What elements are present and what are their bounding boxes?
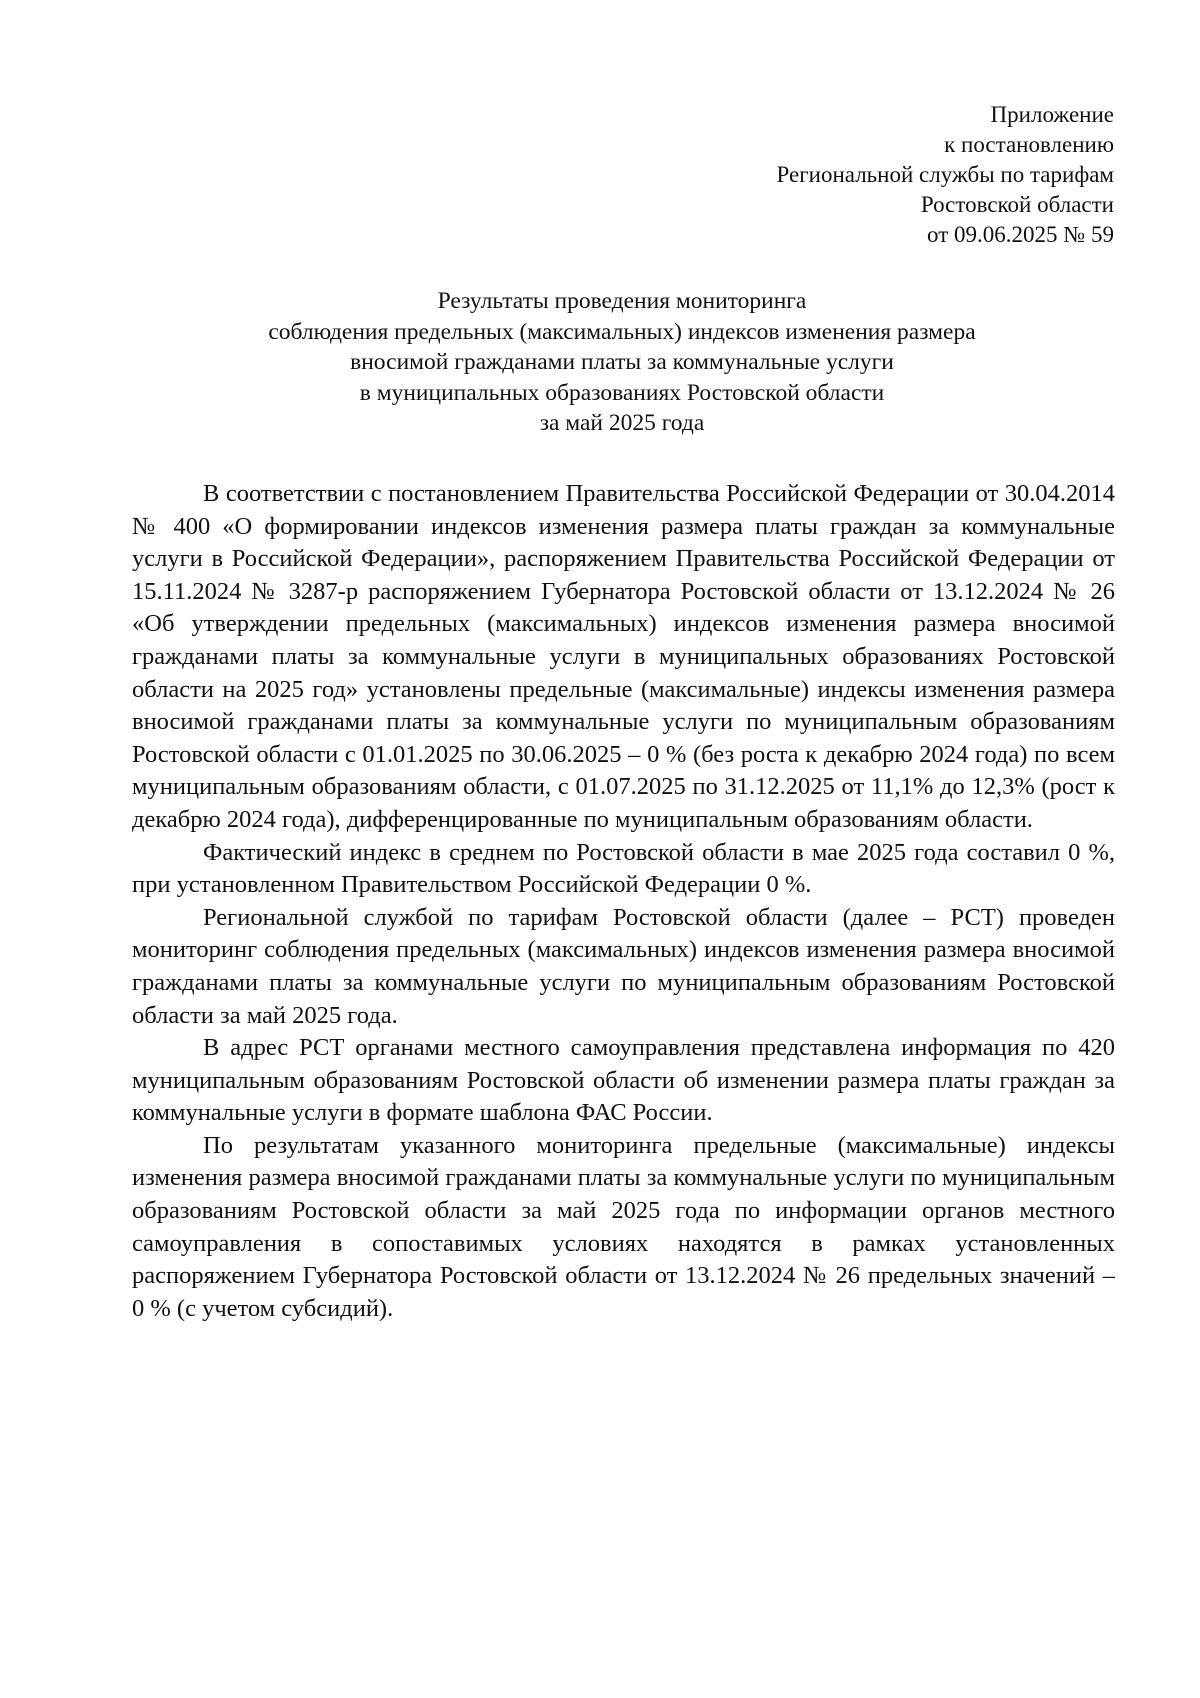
body-paragraph: В адрес РСТ органами местного самоуправления представлена информация по 420 муниципальным образованиям Ростовской области об изменении размера платы граждан за коммунальные услуги в формате шаблона ФАС России. — [132, 1034, 1115, 1127]
title-line: за май 2025 года — [539, 410, 705, 436]
title-line: в муниципальных образованиях Ростовской области — [359, 379, 885, 406]
title-line: Результаты проведения мониторинга — [437, 288, 807, 314]
title-line: вносимой гражданами платы за коммунальные услуги — [350, 349, 894, 375]
body-paragraph: В соответствии с постановлением Правительства Российской Федерации от 30.04.2014 № 400 «О формировании индексов изменения размера платы граждан за коммунальные услуги в Российской Федерации», распоряжением Правительства Российской Федерации от 15.11.2024 № 3287-р распоряжением Губернатора Ростовской области от 13.12.2024 № 26 «Об утверждении предельных (максимальных) индексов изменения размера вносимой гражданами платы за коммунальные услуги в муниципальных образованиях Ростовской области на 2025 год» установлены предельные (максимальные) индексы изменения размера вносимой гражданами платы за коммунальные услуги по муниципальным образованиям Ростовской области с 01.01.2025 по 30.06.2025 – 0 % (без роста к декабрю 2024 года) по всем муниципальным образованиям области, с 01.07.2025 по 31.12.2025 от 11,1% до 12,3% (рост к декабрю 2024 года), дифференцированные по муниципальным образованиям области. — [132, 480, 1115, 833]
body-paragraph: Фактический индекс в среднем по Ростовской области в мае 2025 года составил 0 %, при установленном Правительством Российской Федерации 0 %. — [132, 838, 1115, 899]
appendix-date-number: от 09.06.2025 № 59 — [927, 222, 1114, 247]
appendix-line: Ростовской области — [920, 192, 1114, 217]
appendix-line: к постановлению — [944, 132, 1114, 157]
body-paragraph: По результатам указанного мониторинга предельные (максимальные) индексы изменения размера вносимой гражданами платы за коммунальные услуги по муниципальным образованиям Ростовской области за май 2025 года по информации органов местного самоуправления в сопоставимых условиях находятся в рамках установленных распоряжением Губернатора Ростовской области от 13.12.2024 № 26 предельных значений – 0 % (с учетом субсидий). — [132, 1131, 1115, 1322]
appendix-line: Региональной службы по тарифам — [776, 162, 1114, 187]
document-title — [130, 286, 1114, 439]
body-paragraph: Региональной службой по тарифам Ростовской области (далее – РСТ) проведен мониторинг соблюдения предельных (максимальных) индексов изменения размера вносимой гражданами платы за коммунальные услуги по муниципальным образованиям Ростовской области за май 2025 года. — [132, 903, 1115, 1029]
appendix-line: Приложение — [990, 102, 1114, 127]
document-body — [132, 478, 1115, 1325]
title-line: соблюдения предельных (максимальных) индексов изменения размера — [268, 318, 976, 345]
appendix-block — [594, 100, 1114, 250]
